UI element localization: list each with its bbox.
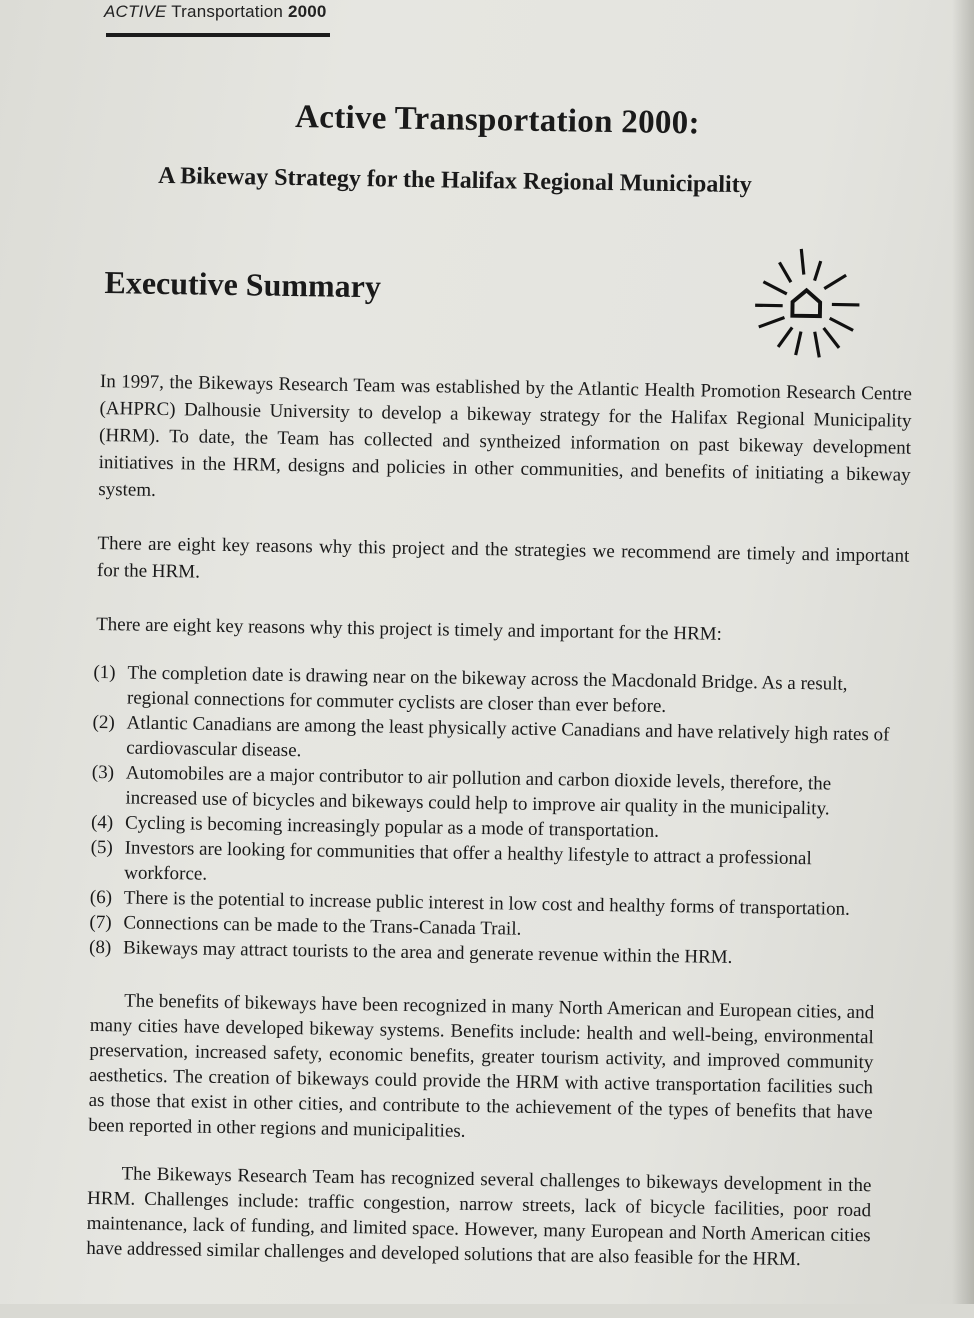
list-item-text: Automobiles are a major contributor to air pollution and carbon dioxide levels, therefore, the increased use of bicycles and bikeways could help to improve air quality in the municipality. <box>125 760 892 822</box>
list-item-text: Connections can be made to the Trans-Canada Trail. <box>123 910 889 947</box>
page-gutter-shadow <box>952 0 974 1304</box>
benefits-paragraph: The benefits of bikeways have been recognized in many North American and European cities, and many cities have developed bikeway systems. Benefits include: health and well-being, environmental preservation, increased safety, economic benefits, greater tourism activity, and improved community aesthetics. The creation of bikeways could provide the HRM with active transportation facilities such as those that exist in other cities, and contribute to the achievement of the types of benefits that have been reported in other regions and municipalities. <box>88 988 874 1150</box>
reasons-intro-paragraph: There are eight key reasons why this project and the strategies we recommend are timely and important for the HRM. <box>97 530 910 597</box>
section-heading: Executive Summary <box>104 264 381 305</box>
running-head-regular: Transportation <box>167 2 288 21</box>
page-subtitle: A Bikeway Strategy for the Halifax Regional Municipality <box>158 163 752 199</box>
list-item-text: There is the potential to increase public interest in low cost and healthy forms of transportation. <box>124 885 890 922</box>
intro-paragraph: In 1997, the Bikeways Research Team was established by the Atlantic Health Promotion Research Centre (AHPRC) Dalhousie University to develop a bikeway strategy for the Halifax Regional Municipality (HRM). To date, the Team has collected and syntheized information on past bikeway development initiatives in the HRM, designs and policies in other communities, and benefits of initiating a bikeway system. <box>98 368 912 516</box>
list-item-number: (5) <box>90 835 125 886</box>
reasons-lead-paragraph: There are eight key reasons why this project is timely and important for the HRM: <box>96 611 908 651</box>
list-item-number: (6) <box>90 885 124 911</box>
list-item-text: The completion date is drawing near on the bikeway across the Macdonald Bridge. As a result, regional connections for commuter cyclists are closer than ever before. <box>127 660 894 722</box>
list-item-number: (2) <box>92 710 127 761</box>
list-item-number: (8) <box>89 935 123 961</box>
radiant-house-icon <box>748 244 868 364</box>
reasons-list <box>89 660 894 973</box>
list-item-text: Bikeways may attract tourists to the area and generate revenue within the HRM. <box>123 935 889 972</box>
list-item-text: Investors are looking for communities that offer a healthy lifestyle to attract a professional workforce. <box>124 835 891 897</box>
running-head-italic: ACTIVE <box>104 2 167 21</box>
list-item-number: (1) <box>93 660 128 711</box>
list-item-text: Atlantic Canadians are among the least physically active Canadians and have relatively high rates of cardiovascular disease. <box>126 710 893 772</box>
list-item-number: (3) <box>91 760 126 811</box>
challenges-paragraph: The Bikeways Research Team has recognized several challenges to bikeways development in the HRM. Challenges include: traffic congestion, narrow streets, lack of bicycle facilities, poor road maintenance, lack of funding, and limited space. However, many European and North American cities have addressed similar challenges and developed solutions that are also feasible for the HRM. <box>86 1161 871 1273</box>
list-item-number: (4) <box>91 810 125 836</box>
page-title: Active Transportation 2000: <box>295 99 700 142</box>
running-head-bold: 2000 <box>288 2 327 21</box>
list-item-text: Cycling is becoming increasingly popular as a mode of transportation. <box>125 810 891 847</box>
list-item-number: (7) <box>89 910 123 936</box>
